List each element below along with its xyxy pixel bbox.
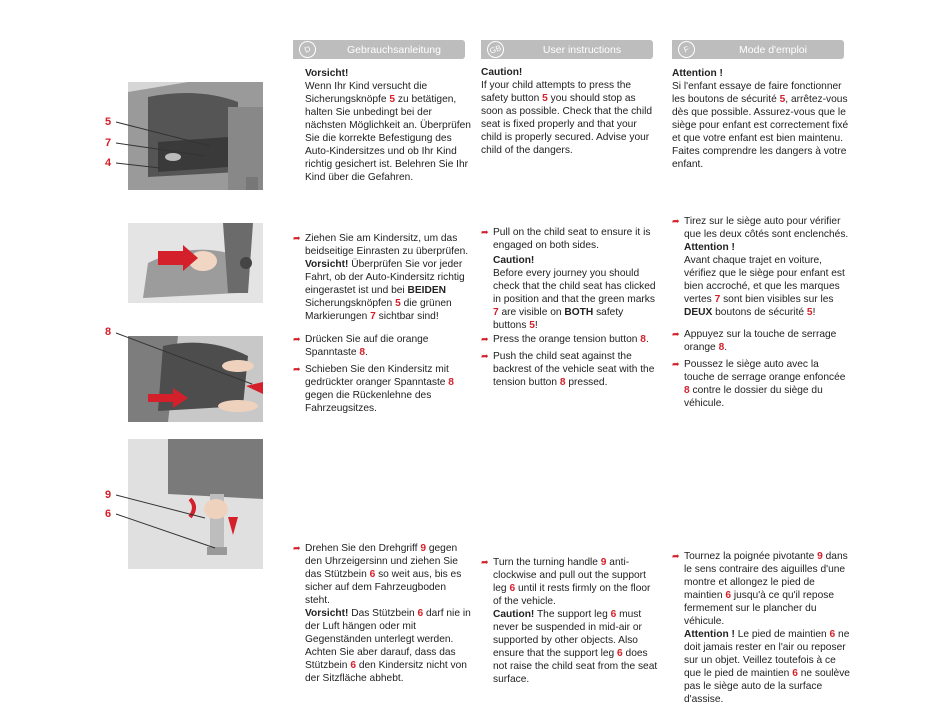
header-german	[293, 40, 465, 59]
step3-text: Drehen Sie den Drehgriff 9 gegen den Uhrzeigersinn und ziehen Sie das Stützbein 6 so weit aus, bis es sicher auf dem Fahrzeugboden steht.	[305, 543, 462, 606]
step3-caution: Vorsicht! Das Stützbein 6 darf nie in der Luft hängen oder mit Gegenständen unterlegt werden. Achten Sie aber darauf, dass das Stützbein 6 den Kindersitz nicht von der Sitzfläche abhebt.	[305, 608, 471, 684]
header-english	[481, 40, 653, 59]
intro-text: Wenn Ihr Kind versucht die Sicherungsknöpfe 5 zu betätigen, halten Sie unbedingt bei der nächsten Möglichkeit an. Überprüfen Sie die korrekte Befestigung des Auto-Kindersitzes und ob Ihr Kind richtig gesichert ist. Belehren Sie Ihr Kind über die Gefahren.	[305, 81, 471, 183]
step2-german	[293, 333, 471, 415]
label-7: 7	[105, 137, 112, 149]
intro-heading: Caution!	[481, 67, 523, 78]
step1-caution: Before every journey you should check that the child seat has clicked in position and that the green marks 7 are visible on BOTH safety buttons 5!	[493, 268, 656, 331]
step-arrow-icon: ➦	[293, 543, 301, 553]
language-badge-gb: GB	[485, 39, 507, 61]
header-title-english: User instructions	[542, 44, 622, 56]
intro-block-english	[481, 66, 659, 157]
step1-text: Pull on the child seat to ensure it is engaged on both sides.	[493, 227, 651, 251]
step-arrow-icon: ➦	[293, 334, 301, 344]
step1-caution: Avant chaque trajet en voiture, vérifiez que le siège pour enfant est bien accroché, et que les marques vertes 7 sont bien visibles sur les DEUX boutons de sécurité 5!	[684, 255, 845, 318]
step2-english	[481, 333, 659, 389]
intro-text: Si l'enfant essaye de faire fonctionner les boutons de sécurité 5, arrêtez-vous dès que possible. Assurez-vous que le siège pour enfant est correctement fixé et que votre enfant est bien maintenu. Faites comprendre les dangers à votre enfant.	[672, 81, 849, 170]
step1-caution-heading: Caution!	[493, 255, 535, 266]
step2b: ➦ Poussez le siège auto avec la touche de serrage orange enfoncée 8 contre le dossier du siège du véhicule.	[672, 359, 846, 409]
step-arrow-icon: ➦	[481, 227, 489, 237]
figure-1-illustration	[128, 82, 263, 190]
figure-2	[128, 223, 263, 303]
step-arrow-icon: ➦	[481, 557, 489, 567]
step1-english	[481, 226, 659, 332]
step1-caution-heading: Attention !	[684, 242, 735, 253]
intro-block-german	[293, 67, 471, 184]
intro-heading: Vorsicht!	[305, 68, 349, 79]
step3-text: Turn the turning handle 9 anti-clockwise and pull out the support leg 6 until it rests firmly on the floor of the vehicle.	[493, 557, 651, 607]
figure-4-illustration	[128, 439, 263, 569]
step1-text: Tirez sur le siège auto pour vérifier que les deux côtés sont enclenchés.	[684, 216, 849, 240]
step-arrow-icon: ➦	[293, 364, 301, 374]
step2a: ➦ Press the orange tension button 8.	[481, 334, 649, 345]
step3-german	[293, 542, 471, 685]
step-arrow-icon: ➦	[481, 334, 489, 344]
step-arrow-icon: ➦	[672, 551, 680, 561]
column-english	[481, 40, 658, 685]
step-arrow-icon: ➦	[672, 216, 680, 226]
column-french	[672, 40, 850, 705]
step2a: ➦ Appuyez sur la touche de serrage orange 8.	[672, 329, 837, 353]
step2-french	[672, 328, 850, 410]
intro-text: If your child attempts to press the safety button 5 you should stop as soon as possible. Check that the child seat is fixed properly and that your child is properly secured. Advise your child of the dangers.	[481, 80, 653, 156]
step2b: ➦ Schieben Sie den Kindersitz mit gedrückter oranger Spanntaste 8 gegen die Rückenlehne des Fahrzeugsitzes.	[293, 364, 454, 414]
step1-french	[672, 215, 850, 319]
intro-block-french	[672, 67, 850, 171]
step-arrow-icon: ➦	[481, 351, 489, 361]
label-8: 8	[105, 326, 112, 338]
intro-heading: Attention !	[672, 68, 723, 79]
header-title-french: Mode d'emploi	[739, 44, 807, 56]
label-4: 4	[105, 157, 112, 169]
language-badge-d: D	[297, 39, 319, 61]
step3-caution: Attention ! Le pied de maintien 6 ne doit jamais rester en l'air ou reposer sur un objet. Veillez toutefois à ce que le pied de maintien 6 ne soulève pas le siège auto de la surface d'assise.	[684, 629, 850, 705]
step3-french	[672, 550, 850, 706]
label-6: 6	[105, 508, 112, 520]
step1-text: Ziehen Sie am Kindersitz, um das beidseitige Einrasten zu überprüfen.	[305, 233, 469, 257]
figure-1	[128, 82, 263, 190]
label-5: 5	[105, 116, 112, 128]
language-badge-f: F	[676, 39, 698, 61]
figure-4	[128, 439, 263, 569]
step3-caution: Caution! The support leg 6 must never be suspended in mid-air or supported by other objects. Also ensure that the support leg 6 does not raise the child seat from the seat surface.	[493, 609, 658, 685]
step1-german	[293, 232, 471, 323]
label-9: 9	[105, 489, 112, 501]
figure-3	[128, 336, 263, 422]
step-arrow-icon: ➦	[672, 359, 680, 369]
step2b: ➦ Push the child seat against the backrest of the vehicle seat with the tension button 8 pressed.	[481, 351, 655, 388]
figure-3-illustration	[128, 336, 263, 422]
step2a: ➦ Drücken Sie auf die orange Spanntaste 8.	[293, 334, 429, 358]
column-german	[293, 40, 471, 684]
step-arrow-icon: ➦	[672, 329, 680, 339]
step3-text: Tournez la poignée pivotante 9 dans le sens contraire des aiguilles d'une montre et allongez le pied de maintien 6 jusqu'à ce qu'il repose fermement sur le plancher du véhicule.	[684, 551, 848, 627]
step-arrow-icon: ➦	[293, 233, 301, 243]
header-french	[672, 40, 844, 59]
step3-english	[481, 556, 659, 686]
step1-caution: Vorsicht! Überprüfen Sie vor jeder Fahrt, ob der Auto-Kindersitz richtig eingerastet ist und bei BEIDEN Sicherungsknöpfen 5 die grünen Markierungen 7 sichtbar sind!	[305, 259, 465, 322]
figure-2-illustration	[128, 223, 263, 303]
header-title-german: Gebrauchsanleitung	[347, 44, 441, 56]
